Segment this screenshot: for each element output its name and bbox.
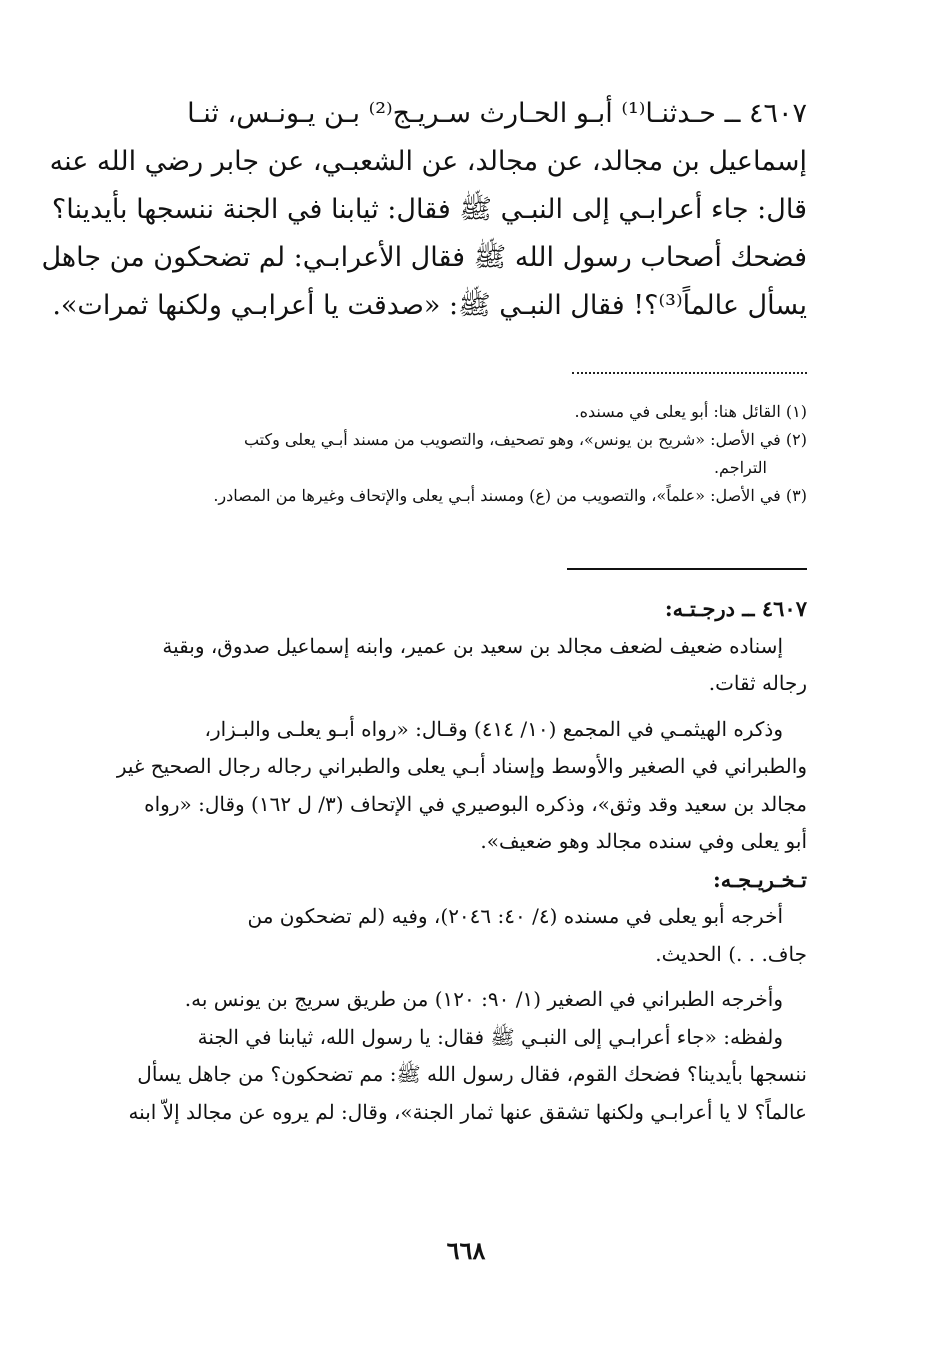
takhrij-line: وأخرجه الطبراني في الصغير (١/ ٩٠: ١٢٠) من طريق سريج بن يونس به.: [184, 987, 783, 1011]
hadith-line: يسأل عالماً⁽³⁾؟! فقال النبـي ﷺ: «صدقت يا أعرابـي ولكنها ثمرات».: [52, 290, 807, 321]
takhrij-line: أخرجه أبو يعلى في مسنده (٤/ ٤٠: ٢٠٤٦)، وفيه (لم تضحكون من: [247, 904, 783, 928]
grade-line: رجاله ثقات.: [708, 671, 807, 695]
grade-line: إسناده ضعيف لضعف مجالد بن سعيد بن عمير، وابنه إسماعيل صدوق، وبقية: [162, 633, 783, 658]
page-number: ٦٦٨: [446, 1236, 486, 1265]
hadith-line: فضحك أصحاب رسول الله ﷺ فقال الأعرابـي: لم تضحكون من جاهل: [41, 242, 807, 273]
takhrij-line: جاف. . .) الحديث.: [655, 941, 807, 966]
footnote-3: (٣) في الأصل: «علماً»، والتصويب من (ع) ومسند أبـي يعلى والإتحاف وغيرها من المصادر.: [213, 486, 807, 505]
dotted-divider: [572, 362, 807, 374]
haythami-line: مجالد بن سعيد وقد وثق»، وذكره البوصيري في الإتحاف (٣/ ل ١٦٢) وقال: «رواه: [144, 791, 807, 816]
lafzuhu-line: عالماً؟ لا يا أعرابـي ولكنها تشقق عنها ثمار الجنة»، وقال: لم يروه عن مجالد إلاّ ابنه: [128, 1099, 807, 1124]
section-separator: [567, 568, 807, 570]
hadith-line: إسماعيل بن مجالد، عن مجالد، عن الشعبـي، عن جابر رضي الله عنه: [49, 146, 807, 177]
commentary: [116, 590, 807, 1131]
footnote-1: (١) القائل هنا: أبو يعلى في مسنده.: [574, 402, 807, 421]
grade-heading: ٤٦٠٧ ــ درجـتـه:: [664, 596, 807, 621]
haythami-line: وذكره الهيثمـي في المجمع (١٠/ ٤١٤) وقـال: «رواه أبـو يعلـى والبـزار،: [204, 716, 783, 741]
footnotes: [122, 398, 807, 510]
lafzuhu-line: ننسجها بأيدينا؟ فضحك القوم، فقال رسول الله ﷺ: مم تضحكون؟ من جاهل يسأل: [137, 1062, 807, 1086]
hadith-text: [41, 90, 807, 330]
takhrij-heading: تـخـريـجـه:: [712, 866, 807, 892]
footnote-2-continuation: التراجم.: [713, 458, 767, 477]
hadith-line: قال: جاء أعرابـي إلى النبـي ﷺ فقال: ثيابنا في الجنة ننسجها بأيدينا؟: [51, 194, 807, 225]
haythami-line: والطبراني في الصغير والأوسط وإسناد أبـي يعلى والطبراني رجاله رجال الصحيح غير: [116, 754, 807, 778]
hadith-line: ٤٦٠٧ ــ حـدثنـا⁽¹⁾ أبـو الحـارث سـريـج⁽²⁾ بـن يـونـس، ثنـا: [187, 98, 807, 129]
footnote-2: (٢) في الأصل: «شريح بن يونس»، وهو تصحيف، والتصويب من مسند أبـي يعلى وكتب: [243, 430, 807, 449]
lafzuhu-line: ولفظه: «جاء أعرابـي إلى النبـي ﷺ فقال: يا رسول الله، ثيابنا في الجنة: [197, 1024, 783, 1049]
haythami-line: أبو يعلى وفي سنده مجالد وهو ضعيف».: [480, 829, 807, 853]
